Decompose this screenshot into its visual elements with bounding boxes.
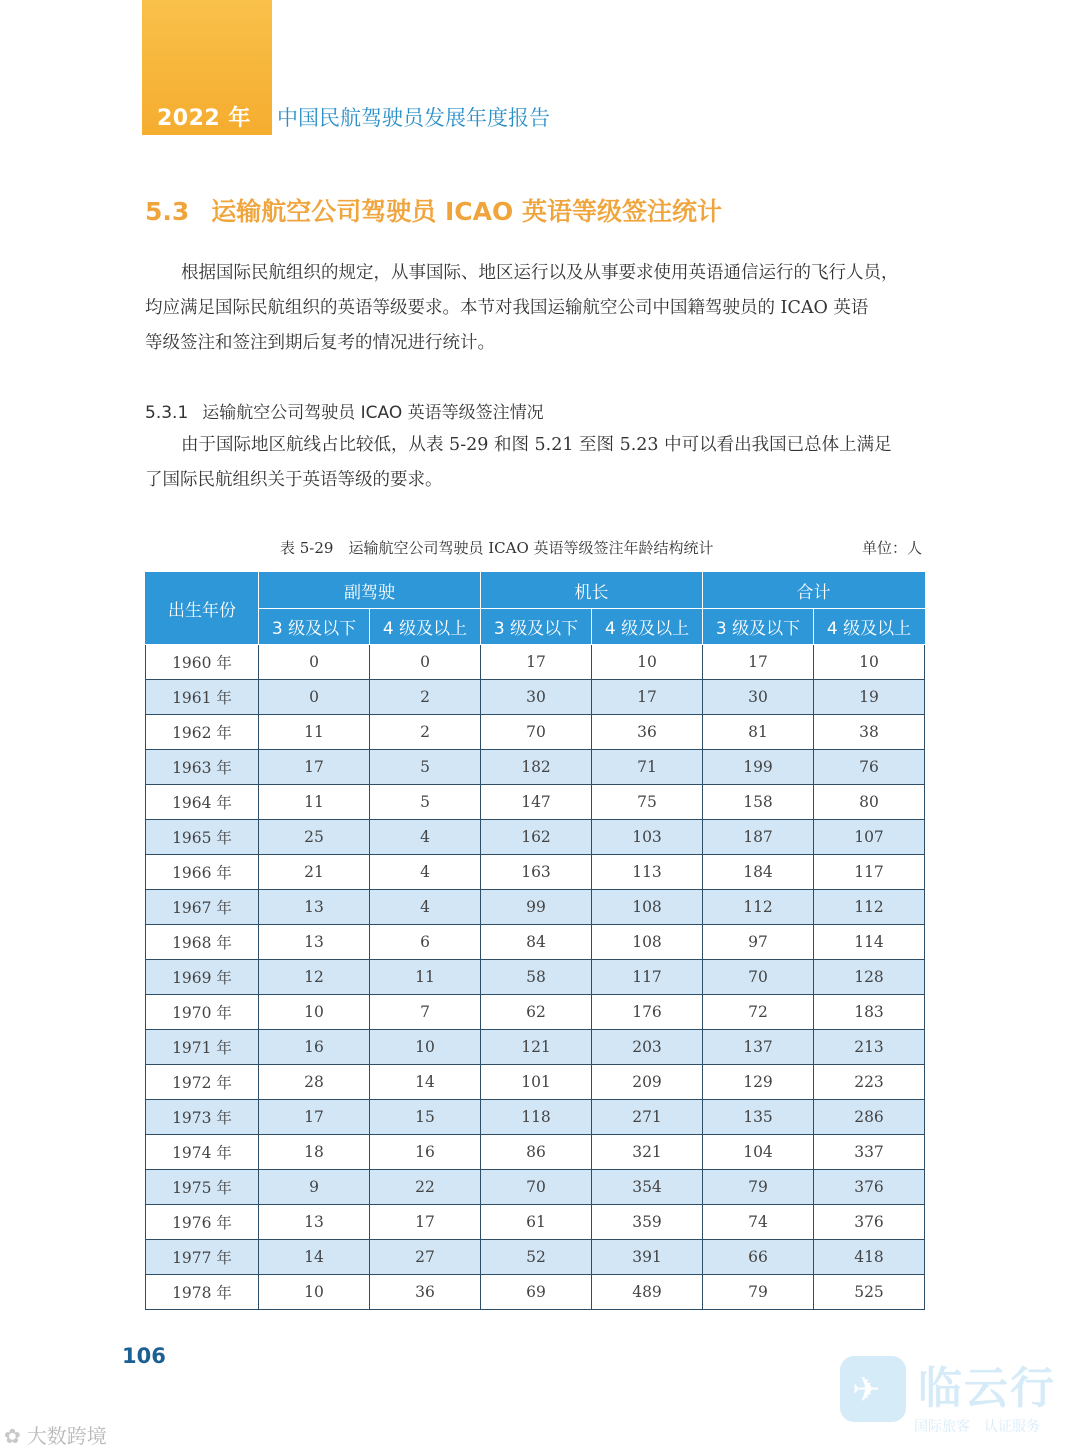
row-value-cell: 66 [703, 1240, 814, 1275]
row-value-cell: 22 [370, 1170, 481, 1205]
intro-line-3: 等级签注和签注到期后复考的情况进行统计。 [145, 333, 495, 353]
table-row [146, 750, 925, 785]
row-value-cell: 13 [259, 1205, 370, 1240]
watermark-brand-logo [840, 1356, 906, 1422]
row-value-cell: 163 [481, 855, 592, 890]
subheader-cell: 4 级及以上 [592, 609, 703, 645]
row-value-cell: 80 [814, 785, 925, 820]
row-value-cell: 16 [370, 1135, 481, 1170]
row-value-cell: 13 [259, 890, 370, 925]
row-value-cell: 117 [592, 960, 703, 995]
table-row [146, 1100, 925, 1135]
table-caption: 表 5-29 运输航空公司驾驶员 ICAO 英语等级签注年龄结构统计 [280, 539, 714, 557]
table-row [146, 1135, 925, 1170]
row-value-cell: 10 [259, 1275, 370, 1310]
row-value-cell: 79 [703, 1170, 814, 1205]
header-birth-year: 出生年份 [146, 573, 259, 645]
table-row [146, 1170, 925, 1205]
row-value-cell: 121 [481, 1030, 592, 1065]
row-value-cell: 25 [259, 820, 370, 855]
table-row [146, 925, 925, 960]
row-value-cell: 18 [259, 1135, 370, 1170]
subheader-cell: 4 级及以上 [814, 609, 925, 645]
row-value-cell: 114 [814, 925, 925, 960]
table-row [146, 680, 925, 715]
row-value-cell: 391 [592, 1240, 703, 1275]
row-year-cell: 1976 年 [146, 1205, 259, 1240]
table-body [146, 645, 925, 1310]
row-value-cell: 36 [370, 1275, 481, 1310]
row-value-cell: 17 [259, 1100, 370, 1135]
row-value-cell: 359 [592, 1205, 703, 1240]
subsection-title: 运输航空公司驾驶员 ICAO 英语等级签注情况 [202, 403, 544, 423]
watermark-slogan: 国际旅客 认证服务 [914, 1419, 1040, 1435]
row-value-cell: 12 [259, 960, 370, 995]
row-value-cell: 17 [703, 645, 814, 680]
row-year-cell: 1972 年 [146, 1065, 259, 1100]
row-value-cell: 76 [814, 750, 925, 785]
row-value-cell: 58 [481, 960, 592, 995]
row-value-cell: 182 [481, 750, 592, 785]
row-value-cell: 28 [259, 1065, 370, 1100]
row-value-cell: 16 [259, 1030, 370, 1065]
row-value-cell: 2 [370, 680, 481, 715]
subheader-cell: 4 级及以上 [370, 609, 481, 645]
table-row [146, 715, 925, 750]
row-value-cell: 19 [814, 680, 925, 715]
row-value-cell: 5 [370, 750, 481, 785]
row-value-cell: 158 [703, 785, 814, 820]
row-value-cell: 223 [814, 1065, 925, 1100]
row-value-cell: 113 [592, 855, 703, 890]
row-value-cell: 183 [814, 995, 925, 1030]
row-value-cell: 489 [592, 1275, 703, 1310]
row-value-cell: 79 [703, 1275, 814, 1310]
row-value-cell: 10 [592, 645, 703, 680]
section-title: 运输航空公司驾驶员 ICAO 英语等级签注统计 [211, 197, 722, 226]
row-value-cell: 14 [370, 1065, 481, 1100]
section-heading [145, 192, 722, 228]
header-year-tab [142, 0, 272, 162]
row-value-cell: 4 [370, 855, 481, 890]
row-value-cell: 11 [259, 715, 370, 750]
row-value-cell: 209 [592, 1065, 703, 1100]
row-value-cell: 17 [592, 680, 703, 715]
row-value-cell: 108 [592, 890, 703, 925]
row-value-cell: 81 [703, 715, 814, 750]
row-year-cell: 1965 年 [146, 820, 259, 855]
row-value-cell: 107 [814, 820, 925, 855]
table-row [146, 890, 925, 925]
row-year-cell: 1961 年 [146, 680, 259, 715]
row-value-cell: 104 [703, 1135, 814, 1170]
row-value-cell: 117 [814, 855, 925, 890]
row-value-cell: 17 [259, 750, 370, 785]
row-value-cell: 17 [481, 645, 592, 680]
row-value-cell: 62 [481, 995, 592, 1030]
row-year-cell: 1966 年 [146, 855, 259, 890]
row-value-cell: 11 [259, 785, 370, 820]
row-value-cell: 0 [370, 645, 481, 680]
section-number: 5.3 [145, 197, 190, 226]
row-value-cell: 14 [259, 1240, 370, 1275]
row-value-cell: 74 [703, 1205, 814, 1240]
row-value-cell: 162 [481, 820, 592, 855]
row-value-cell: 184 [703, 855, 814, 890]
watermark-brand-name: 临云行 [918, 1363, 1056, 1414]
row-value-cell: 286 [814, 1100, 925, 1135]
table-row [146, 960, 925, 995]
row-value-cell: 321 [592, 1135, 703, 1170]
row-value-cell: 128 [814, 960, 925, 995]
subheader-cell: 3 级及以下 [481, 609, 592, 645]
row-value-cell: 72 [703, 995, 814, 1030]
row-year-cell: 1968 年 [146, 925, 259, 960]
row-value-cell: 129 [703, 1065, 814, 1100]
row-value-cell: 213 [814, 1030, 925, 1065]
row-value-cell: 418 [814, 1240, 925, 1275]
row-value-cell: 118 [481, 1100, 592, 1135]
row-value-cell: 203 [592, 1030, 703, 1065]
row-value-cell: 137 [703, 1030, 814, 1065]
table-row [146, 1205, 925, 1240]
row-value-cell: 6 [370, 925, 481, 960]
row-value-cell: 38 [814, 715, 925, 750]
row-value-cell: 21 [259, 855, 370, 890]
row-value-cell: 71 [592, 750, 703, 785]
row-value-cell: 376 [814, 1205, 925, 1240]
row-value-cell: 15 [370, 1100, 481, 1135]
row-value-cell: 147 [481, 785, 592, 820]
watermark-logo-icon: ✿ [4, 1424, 21, 1448]
row-value-cell: 52 [481, 1240, 592, 1275]
table-row [146, 855, 925, 890]
header-group-copilot: 副驾驶 [259, 573, 481, 609]
row-year-cell: 1978 年 [146, 1275, 259, 1310]
row-value-cell: 17 [370, 1205, 481, 1240]
row-year-cell: 1973 年 [146, 1100, 259, 1135]
subheader-cell: 3 级及以下 [259, 609, 370, 645]
row-value-cell: 75 [592, 785, 703, 820]
watermark-left-text: 大数跨境 [26, 1424, 107, 1448]
row-value-cell: 70 [481, 715, 592, 750]
row-year-cell: 1967 年 [146, 890, 259, 925]
row-value-cell: 30 [481, 680, 592, 715]
row-year-cell: 1970 年 [146, 995, 259, 1030]
row-value-cell: 11 [370, 960, 481, 995]
subsection-number: 5.3.1 [145, 403, 189, 423]
row-value-cell: 13 [259, 925, 370, 960]
watermark-left [4, 1420, 107, 1449]
table-row [146, 645, 925, 680]
table-row [146, 785, 925, 820]
row-value-cell: 187 [703, 820, 814, 855]
row-year-cell: 1969 年 [146, 960, 259, 995]
row-value-cell: 108 [592, 925, 703, 960]
row-value-cell: 376 [814, 1170, 925, 1205]
row-value-cell: 0 [259, 645, 370, 680]
row-value-cell: 271 [592, 1100, 703, 1135]
row-value-cell: 135 [703, 1100, 814, 1135]
row-value-cell: 30 [703, 680, 814, 715]
table-row [146, 1065, 925, 1100]
table-row [146, 995, 925, 1030]
row-value-cell: 86 [481, 1135, 592, 1170]
row-value-cell: 10 [814, 645, 925, 680]
header-group-captain: 机长 [481, 573, 703, 609]
row-value-cell: 10 [370, 1030, 481, 1065]
subsection-heading [145, 398, 544, 423]
row-value-cell: 69 [481, 1275, 592, 1310]
row-value-cell: 7 [370, 995, 481, 1030]
sub-line-1: 由于国际地区航线占比较低，从表 5-29 和图 5.21 至图 5.23 中可以看出我国已总体上满足 [181, 435, 892, 455]
row-value-cell: 112 [814, 890, 925, 925]
intro-paragraph [145, 256, 925, 361]
row-value-cell: 9 [259, 1170, 370, 1205]
header-group-total: 合计 [703, 573, 925, 609]
row-value-cell: 27 [370, 1240, 481, 1275]
row-value-cell: 4 [370, 820, 481, 855]
table-row [146, 1240, 925, 1275]
table-row [146, 1275, 925, 1310]
table-row [146, 820, 925, 855]
subheader-cell: 3 级及以下 [703, 609, 814, 645]
row-value-cell: 354 [592, 1170, 703, 1205]
row-value-cell: 112 [703, 890, 814, 925]
report-title: 中国民航驾驶员发展年度报告 [277, 106, 550, 130]
intro-line-1: 根据国际民航组织的规定，从事国际、地区运行以及从事要求使用英语通信运行的飞行人员， [181, 263, 899, 283]
row-value-cell: 10 [259, 995, 370, 1030]
table-row [146, 1030, 925, 1065]
table-unit: 单位：人 [861, 539, 922, 557]
row-value-cell: 61 [481, 1205, 592, 1240]
row-year-cell: 1960 年 [146, 645, 259, 680]
row-year-cell: 1962 年 [146, 715, 259, 750]
row-value-cell: 0 [259, 680, 370, 715]
row-value-cell: 199 [703, 750, 814, 785]
page-number: 106 [122, 1344, 166, 1368]
row-value-cell: 337 [814, 1135, 925, 1170]
row-value-cell: 70 [481, 1170, 592, 1205]
row-value-cell: 84 [481, 925, 592, 960]
sub-paragraph [145, 428, 925, 498]
row-value-cell: 97 [703, 925, 814, 960]
row-year-cell: 1964 年 [146, 785, 259, 820]
sub-line-2: 了国际民航组织关于英语等级的要求。 [145, 470, 443, 490]
row-value-cell: 36 [592, 715, 703, 750]
intro-line-2: 均应满足国际民航组织的英语等级要求。本节对我国运输航空公司中国籍驾驶员的 ICAO 英语 [145, 298, 869, 318]
row-year-cell: 1975 年 [146, 1170, 259, 1205]
row-year-cell: 1977 年 [146, 1240, 259, 1275]
row-value-cell: 5 [370, 785, 481, 820]
watermark-right [840, 1352, 1075, 1442]
row-value-cell: 99 [481, 890, 592, 925]
row-value-cell: 525 [814, 1275, 925, 1310]
row-value-cell: 70 [703, 960, 814, 995]
row-year-cell: 1974 年 [146, 1135, 259, 1170]
airplane-icon: ✈ [852, 1370, 881, 1410]
row-value-cell: 4 [370, 890, 481, 925]
row-value-cell: 103 [592, 820, 703, 855]
row-value-cell: 101 [481, 1065, 592, 1100]
row-year-cell: 1971 年 [146, 1030, 259, 1065]
row-value-cell: 176 [592, 995, 703, 1030]
row-value-cell: 2 [370, 715, 481, 750]
row-year-cell: 1963 年 [146, 750, 259, 785]
header-year-label: 2022 年版 [157, 106, 251, 162]
statistics-table [145, 572, 925, 1310]
